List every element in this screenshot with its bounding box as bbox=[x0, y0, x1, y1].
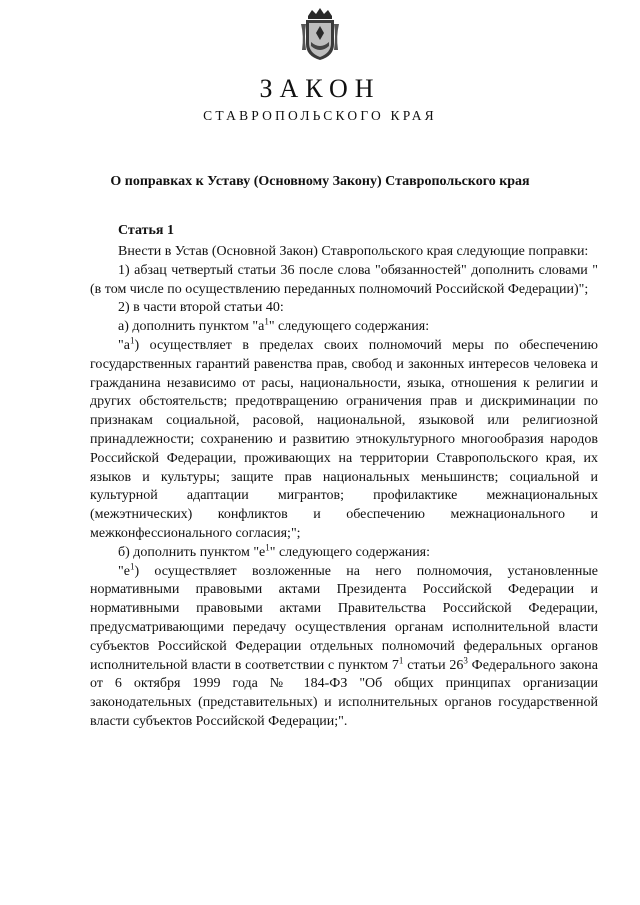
document-subtitle: СТАВРОПОЛЬСКОГО КРАЯ bbox=[203, 108, 437, 123]
paragraph-item-e1-text: "$е^1$) осуществляет возложенные на него полномочия, установленные нормативными правовыми актами Президента Российской Федерации и нормативными правовыми актами Правительства Российской Федерации, предусматривающими передачу осуществления органам исполнительной власти субъектов Российской Федерации отдельных полномочий федеральных органов исполнительной власти в соответствии с пунктом $7^1$ статьи $26^3$ Федерального закона от 6 октября 1999 года № 184-ФЗ "Об общих принципах организации законодательных (представительных) и исполнительных органов государственной власти субъектов Российской Федерации;". bbox=[90, 560, 598, 729]
law-name: О поправках к Уставу (Основному Закону) Ставропольского края bbox=[110, 174, 530, 189]
paragraph-item-a1-text: "$а^1$) осуществляет в пределах своих полномочий меры по обеспечению государственных гарантий равенства прав, свобод и законных интересов человека и гражданина независимо от расы, национальности, языка, отношения к религии и других обстоятельств; предотвращению ограничения прав и дискриминации по признакам социальной, расовой, национальной, языковой или религиозной принадлежности; сохранению и развитию этнокультурного многообразия народов Российской Федерации, проживающих на территории Ставропольского края, их языков и культуры; защите прав национальных меньшинств; социальной и культурной адаптации мигрантов; профилактике межнациональных (межэтнических) конфликтов и обеспечению межнационального и межконфессионального согласия;"; bbox=[90, 335, 598, 541]
paragraph-item-b: б) дополнить пунктом "$е^1$" следующего содержания: bbox=[118, 542, 431, 560]
article-body bbox=[90, 243, 598, 732]
document-title: ЗАКОН bbox=[259, 74, 381, 103]
paragraph-intro: Внести в Устав (Основной Закон) Ставропольского края следующие поправки: bbox=[118, 244, 589, 259]
paragraph-amendment-1: 1) абзац четвертый статьи 36 после слова "обязанностей" дополнить словами "(в том числе по осуществлению переданных полномочий Российской Федерации)"; bbox=[90, 262, 598, 297]
paragraph-amendment-2: 2) в части второй статьи 40: bbox=[118, 300, 284, 316]
article-title: Статья 1 bbox=[118, 223, 174, 238]
coat-of-arms-icon bbox=[298, 6, 342, 62]
paragraph-item-a: а) дополнить пунктом "$а^1$" следующего содержания: bbox=[118, 316, 430, 335]
